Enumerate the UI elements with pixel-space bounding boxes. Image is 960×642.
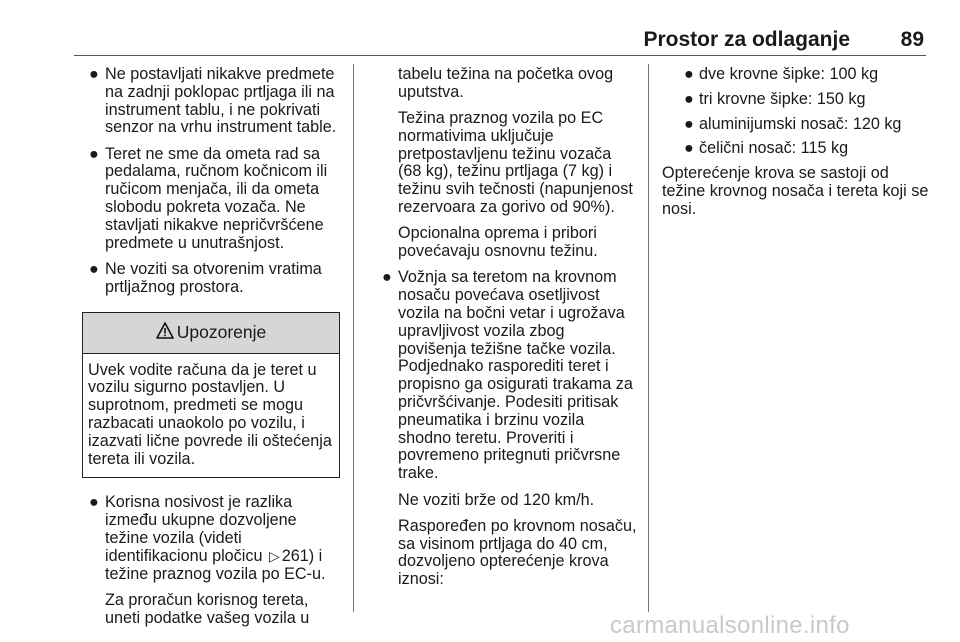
warning-triangle-icon xyxy=(156,322,174,343)
list-item-text: tri krovne šipke: 150 kg xyxy=(699,89,866,108)
bullet-dot-icon: ● xyxy=(89,493,99,512)
list-item-text: aluminijumski nosač: 120 kg xyxy=(699,114,902,133)
bullet-text: Korisna nosivost je razlika između ukupne dozvoljene težine vozila (videti identifikacionu pločicu xyxy=(105,493,297,565)
bullet-dot-icon: ● xyxy=(382,268,392,287)
indented-paragraph: Težina praznog vozila po EC normativima uključuje pretpostavljenu težinu vozača (68 kg), težinu prtljaga (7 kg) i težinu svih tečnosti (napunjenost rezervoara za gorivo od 90%). xyxy=(398,109,633,217)
list-item-text: čelični nosač: 115 kg xyxy=(699,139,849,158)
column-2 xyxy=(375,66,637,598)
indented-paragraph: tabelu težina na početka ovog uputstva. xyxy=(398,65,614,101)
warning-box xyxy=(82,312,340,479)
warning-title: Upozorenje xyxy=(176,321,267,342)
bullet-dot-icon: ● xyxy=(684,139,694,158)
list-item xyxy=(662,116,930,134)
list-item xyxy=(662,140,930,158)
page-reference-icon: ▷ xyxy=(268,547,280,564)
bullet-text: Ne postavljati nikakve predmete na zadnji poklopac prtljaga ili na instrument tablu, i ne pokrivati senzor na vrhu instrument table. xyxy=(105,65,337,137)
paragraph: Opterećenje krova se sastoji od težine krovnog nosača i tereta koji se nosi. xyxy=(662,164,929,218)
bullet-item xyxy=(375,269,637,483)
bullet-text-continued: 261) i težine praznog vozila po EC-u. xyxy=(105,546,326,583)
header-rule xyxy=(74,55,926,56)
indented-paragraph: Za proračun korisnog tereta, uneti podatke vašeg vozila u xyxy=(105,590,310,627)
bullet-item xyxy=(82,261,340,297)
list-item xyxy=(662,91,930,109)
bullet-dot-icon: ● xyxy=(684,89,694,108)
bullet-item xyxy=(82,494,340,583)
bullet-text: Vožnja sa teretom na krovnom nosaču povećava osetljivost vozila na bočni vetar i ugrožava upravljivost vozila zbog povišenja težišne tačke vozila. Podjednako rasporediti teret i propisno ga osigurati trakama za pričvršćivanje. Podesiti pritisak pneumatika i brzinu vozila shodno teretu. Proveriti i povremeno pritegnuti pričvrsne trake. xyxy=(398,268,633,483)
bullet-text: Teret ne sme da ometa rad sa pedalama, ručnom kočnicom ili ručicom menjača, ili da ometa slobodu pokreta vozača. Ne stavljati nikakve nepričvršćene predmete u unutrašnjost. xyxy=(105,144,328,252)
indented-paragraph: Opcionalna oprema i pribori povećavaju osnovnu težinu. xyxy=(398,224,598,261)
column-1 xyxy=(82,66,340,636)
bullet-text: Ne voziti sa otvorenim vratima prtljažnog prostora. xyxy=(105,259,322,296)
bullet-dot-icon: ● xyxy=(89,144,99,163)
indented-paragraph: Raspoređen po krovnom nosaču, sa visinom prtljaga do 40 cm, dozvoljeno opterećenje krova iznosi: xyxy=(398,516,637,589)
column-divider-2 xyxy=(648,64,649,612)
bullet-dot-icon: ● xyxy=(684,65,694,83)
bullet-item xyxy=(82,146,340,253)
bullet-dot-icon: ● xyxy=(89,259,99,278)
bullet-item xyxy=(82,66,340,137)
column-3 xyxy=(662,66,930,227)
list-item xyxy=(662,66,930,84)
watermark: carmanualsonline.info xyxy=(610,612,850,639)
warning-body: Uvek vodite računa da je teret u vozilu sigurno postavljen. U suprotnom, predmeti se mogu razbacati unaokolo po vozilu, i izazvati lične povrede ili oštećenja tereta ili vozila. xyxy=(88,360,332,468)
column-divider-1 xyxy=(353,64,354,612)
indented-paragraph: Ne voziti brže od 120 km/h. xyxy=(398,490,595,509)
bullet-dot-icon: ● xyxy=(89,65,99,83)
list-item-text: dve krovne šipke: 100 kg xyxy=(699,65,879,83)
page-number: 89 xyxy=(900,28,924,51)
bullet-dot-icon: ● xyxy=(684,114,694,133)
page-title: Prostor za odlaganje xyxy=(643,28,850,51)
warning-header xyxy=(83,313,339,354)
